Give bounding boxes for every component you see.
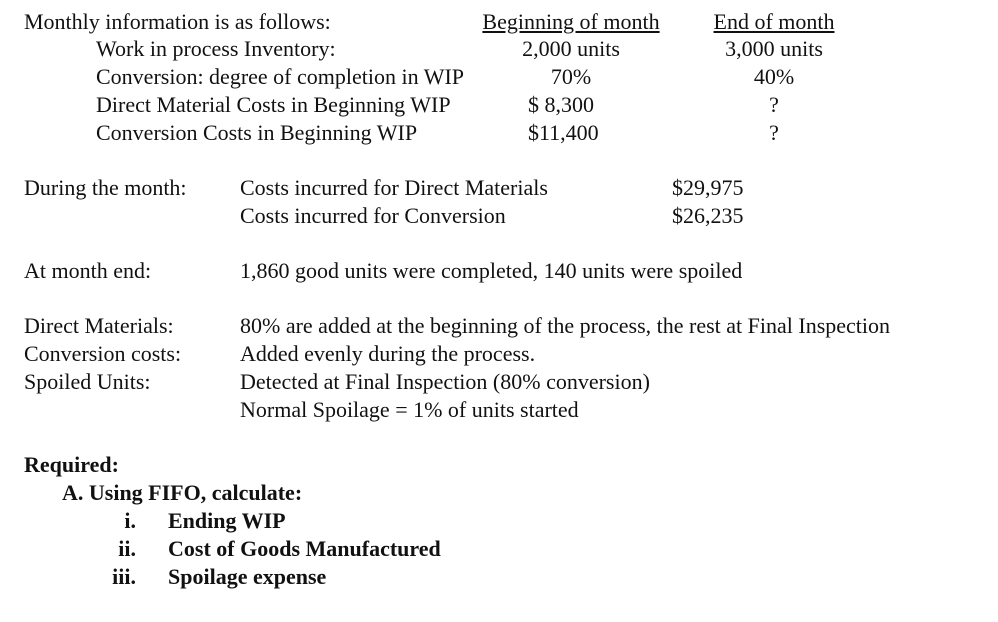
- header-beginning-of-month: Beginning of month: [482, 9, 660, 34]
- monthly-intro: Monthly information is as follows:: [24, 9, 331, 34]
- during-conv-value: $26,235: [672, 203, 744, 228]
- during-dm-text: Costs incurred for Direct Materials: [240, 175, 548, 200]
- required-item-text-2: Cost of Goods Manufactured: [168, 536, 441, 561]
- required-item-num-1: i.: [124, 508, 136, 533]
- month-end-text: 1,860 good units were completed, 140 units were spoiled: [240, 258, 743, 283]
- row-begin-completion: 70%: [550, 64, 592, 89]
- required-item-text-1: Ending WIP: [168, 508, 286, 533]
- row-begin-dm-costs: $ 8,300: [528, 92, 594, 117]
- required-part-a: A. Using FIFO, calculate:: [62, 480, 303, 505]
- during-dm-value: $29,975: [672, 175, 744, 200]
- row-label-completion: Conversion: degree of completion in WIP: [96, 64, 465, 89]
- during-label: During the month:: [24, 175, 187, 200]
- row-label-dm-costs: Direct Material Costs in Beginning WIP: [96, 92, 451, 117]
- header-end-of-month: End of month: [713, 9, 835, 34]
- detail-text-spoiled-units: Detected at Final Inspection (80% conversion): [240, 369, 650, 394]
- row-begin-wip-inventory: 2,000 units: [522, 36, 620, 61]
- row-begin-conv-costs: $11,400: [528, 120, 599, 145]
- detail-label-conversion: Conversion costs:: [24, 341, 182, 366]
- required-item-num-3: iii.: [112, 564, 136, 589]
- row-end-completion: 40%: [753, 64, 795, 89]
- required-title: Required:: [24, 452, 119, 477]
- row-label-conv-costs: Conversion Costs in Beginning WIP: [96, 120, 418, 145]
- row-end-conv-costs: ?: [769, 120, 779, 145]
- required-item-num-2: ii.: [118, 536, 136, 561]
- required-item-text-3: Spoilage expense: [168, 564, 327, 589]
- detail-text-normal-spoilage: Normal Spoilage = 1% of units started: [240, 397, 579, 422]
- during-conv-text: Costs incurred for Conversion: [240, 203, 506, 228]
- detail-text-direct-materials: 80% are added at the beginning of the process, the rest at Final Inspection: [240, 313, 891, 338]
- row-label-wip-inventory: Work in process Inventory:: [96, 36, 336, 61]
- row-end-wip-inventory: 3,000 units: [725, 36, 823, 61]
- detail-label-spoiled-units: Spoiled Units:: [24, 369, 151, 394]
- detail-label-direct-materials: Direct Materials:: [24, 313, 174, 338]
- detail-text-conversion: Added evenly during the process.: [240, 341, 536, 366]
- row-end-dm-costs: ?: [769, 92, 779, 117]
- month-end-label: At month end:: [24, 258, 152, 283]
